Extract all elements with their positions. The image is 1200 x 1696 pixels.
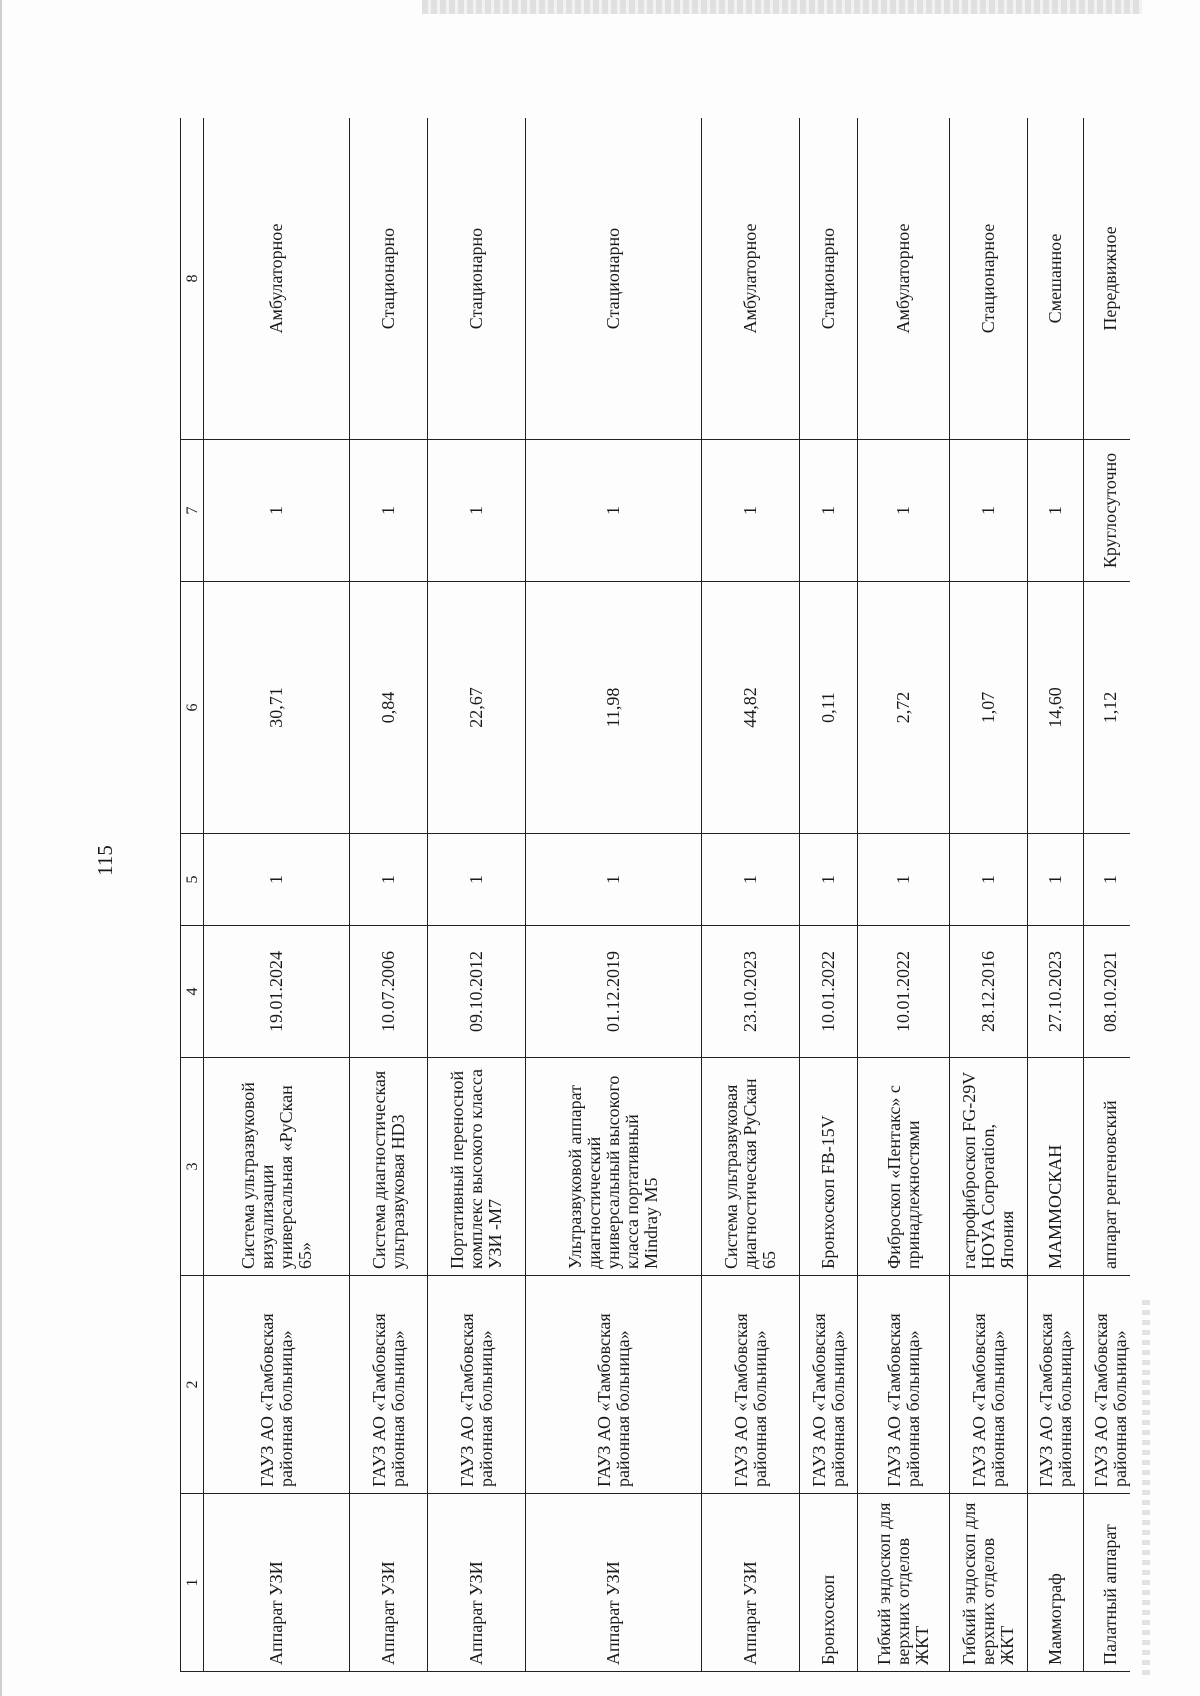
table-cell: 11,98 [526,582,702,834]
table-cell: гастрофиброскоп FG-29V HOYA Corporation, Япония [950,1058,1028,1276]
table-cell: 1 [428,440,526,582]
table-row [204,118,350,1672]
table-cell: 0,84 [350,582,428,834]
scan-artifact [422,0,1142,14]
table-cell: 1 [858,440,950,582]
table-cell: Стационарно [526,118,702,440]
table-cell: 01.12.2019 [526,926,702,1058]
table-cell: 44,82 [702,582,800,834]
table-cell: 28.12.2016 [950,926,1028,1058]
table-cell: 10.07.2006 [350,926,428,1058]
header-row [181,118,204,1672]
table-cell: Маммограф [1028,1494,1084,1672]
table-cell: 1 [526,440,702,582]
table-cell: Аппарат УЗИ [204,1494,350,1672]
table-row [950,118,1028,1672]
table-cell: 1 [428,834,526,926]
column-header: 1 [181,1494,204,1672]
table-cell: 1 [1028,440,1084,582]
table-cell: Фиброскоп «Пентакс» с принадлежностями [858,1058,950,1276]
table-cell: ГАУЗ АО «Тамбовская районная больница» [950,1276,1028,1494]
table-cell: 1 [702,834,800,926]
page-number: 115 [92,845,117,876]
table-cell: ГАУЗ АО «Тамбовская районная больница» [350,1276,428,1494]
rotated-table [180,118,1130,1672]
table-cell: Амбулаторное [204,118,350,440]
table-cell: 1 [950,834,1028,926]
column-header: 6 [181,582,204,834]
table-row [428,118,526,1672]
table-cell: Гибкий эндоскоп для верхних отделов ЖКТ [858,1494,950,1672]
column-header: 8 [181,118,204,440]
table-cell: Система ультразвуковой визуализации универсальная «РуСкан 65» [204,1058,350,1276]
table-cell: Стационарно [428,118,526,440]
table-cell: 14,60 [1028,582,1084,834]
table-cell: 22,67 [428,582,526,834]
table-cell: Амбулаторное [702,118,800,440]
table-row [702,118,800,1672]
column-header: 7 [181,440,204,582]
table-cell: Стационарное [950,118,1028,440]
table-cell: ГАУЗ АО «Тамбовская районная больница» [204,1276,350,1494]
table-row [350,118,428,1672]
table-cell: аппарат ренгеновский [1084,1058,1131,1276]
table-cell: ГАУЗ АО «Тамбовская районная больница» [858,1276,950,1494]
column-header: 5 [181,834,204,926]
table-row [858,118,950,1672]
table-cell: 27.10.2023 [1028,926,1084,1058]
table-cell: 0,11 [800,582,858,834]
table-cell: ГАУЗ АО «Тамбовская районная больница» [428,1276,526,1494]
table-cell: 30,71 [204,582,350,834]
table-cell: 1 [526,834,702,926]
table-cell: 09.10.2012 [428,926,526,1058]
table-cell: 19.01.2024 [204,926,350,1058]
table-row [1028,118,1084,1672]
equipment-table-container [180,118,1130,1672]
table-cell: Амбулаторное [858,118,950,440]
table-cell: Аппарат УЗИ [526,1494,702,1672]
table-row [1084,118,1131,1672]
table-cell: Смешанное [1028,118,1084,440]
table-cell: Аппарат УЗИ [428,1494,526,1672]
table-cell: 1 [950,440,1028,582]
scan-edge-artifact [1142,1300,1150,1680]
table-cell: 1 [1028,834,1084,926]
table-cell: 1 [702,440,800,582]
table-cell: 1 [350,440,428,582]
table-cell: 10.01.2022 [800,926,858,1058]
table-row [526,118,702,1672]
table-cell: 1 [800,834,858,926]
table-cell: Стационарно [350,118,428,440]
equipment-table [180,118,1130,1672]
table-cell: Бронхоскоп FB-15V [800,1058,858,1276]
table-cell: 1 [204,834,350,926]
table-cell: МАММОСКАН [1028,1058,1084,1276]
table-cell: 1,12 [1084,582,1131,834]
table-cell: 1 [204,440,350,582]
table-cell: ГАУЗ АО «Тамбовская районная больница» [526,1276,702,1494]
table-cell: ГАУЗ АО «Тамбовская районная больница» [800,1276,858,1494]
table-cell: Аппарат УЗИ [350,1494,428,1672]
table-cell: 1 [1084,834,1131,926]
table-cell: Палатный аппарат [1084,1494,1131,1672]
table-cell: Аппарат УЗИ [702,1494,800,1672]
column-header: 3 [181,1058,204,1276]
table-cell: Ультразвуковой аппарат диагностический универсальный высокого класса портативный Mindray M5 [526,1058,702,1276]
table-cell: Бронхоскоп [800,1494,858,1672]
column-header: 4 [181,926,204,1058]
table-cell: Стационарно [800,118,858,440]
table-cell: Передвижное [1084,118,1131,440]
table-cell: 08.10.2021 [1084,926,1131,1058]
table-row [800,118,858,1672]
table-cell: 1 [350,834,428,926]
table-cell: Система диагностическая ультразвуковая HD3 [350,1058,428,1276]
table-cell: ГАУЗ АО «Тамбовская районная больница» [702,1276,800,1494]
table-cell: 1,07 [950,582,1028,834]
table-cell: Круглосуточно [1084,440,1131,582]
table-cell: 2,72 [858,582,950,834]
table-cell: 1 [858,834,950,926]
column-header: 2 [181,1276,204,1494]
table-cell: Система ультразвуковая диагностическая РуСкан 65 [702,1058,800,1276]
table-cell: Портативный переносной комплекс высокого класса УЗИ -М7 [428,1058,526,1276]
table-cell: Гибкий эндоскоп для верхних отделов ЖКТ [950,1494,1028,1672]
table-cell: 10.01.2022 [858,926,950,1058]
table-cell: 1 [800,440,858,582]
table-cell: ГАУЗ АО «Тамбовская районная больница» [1084,1276,1131,1494]
table-cell: 23.10.2023 [702,926,800,1058]
table-cell: ГАУЗ АО «Тамбовская районная больница» [1028,1276,1084,1494]
